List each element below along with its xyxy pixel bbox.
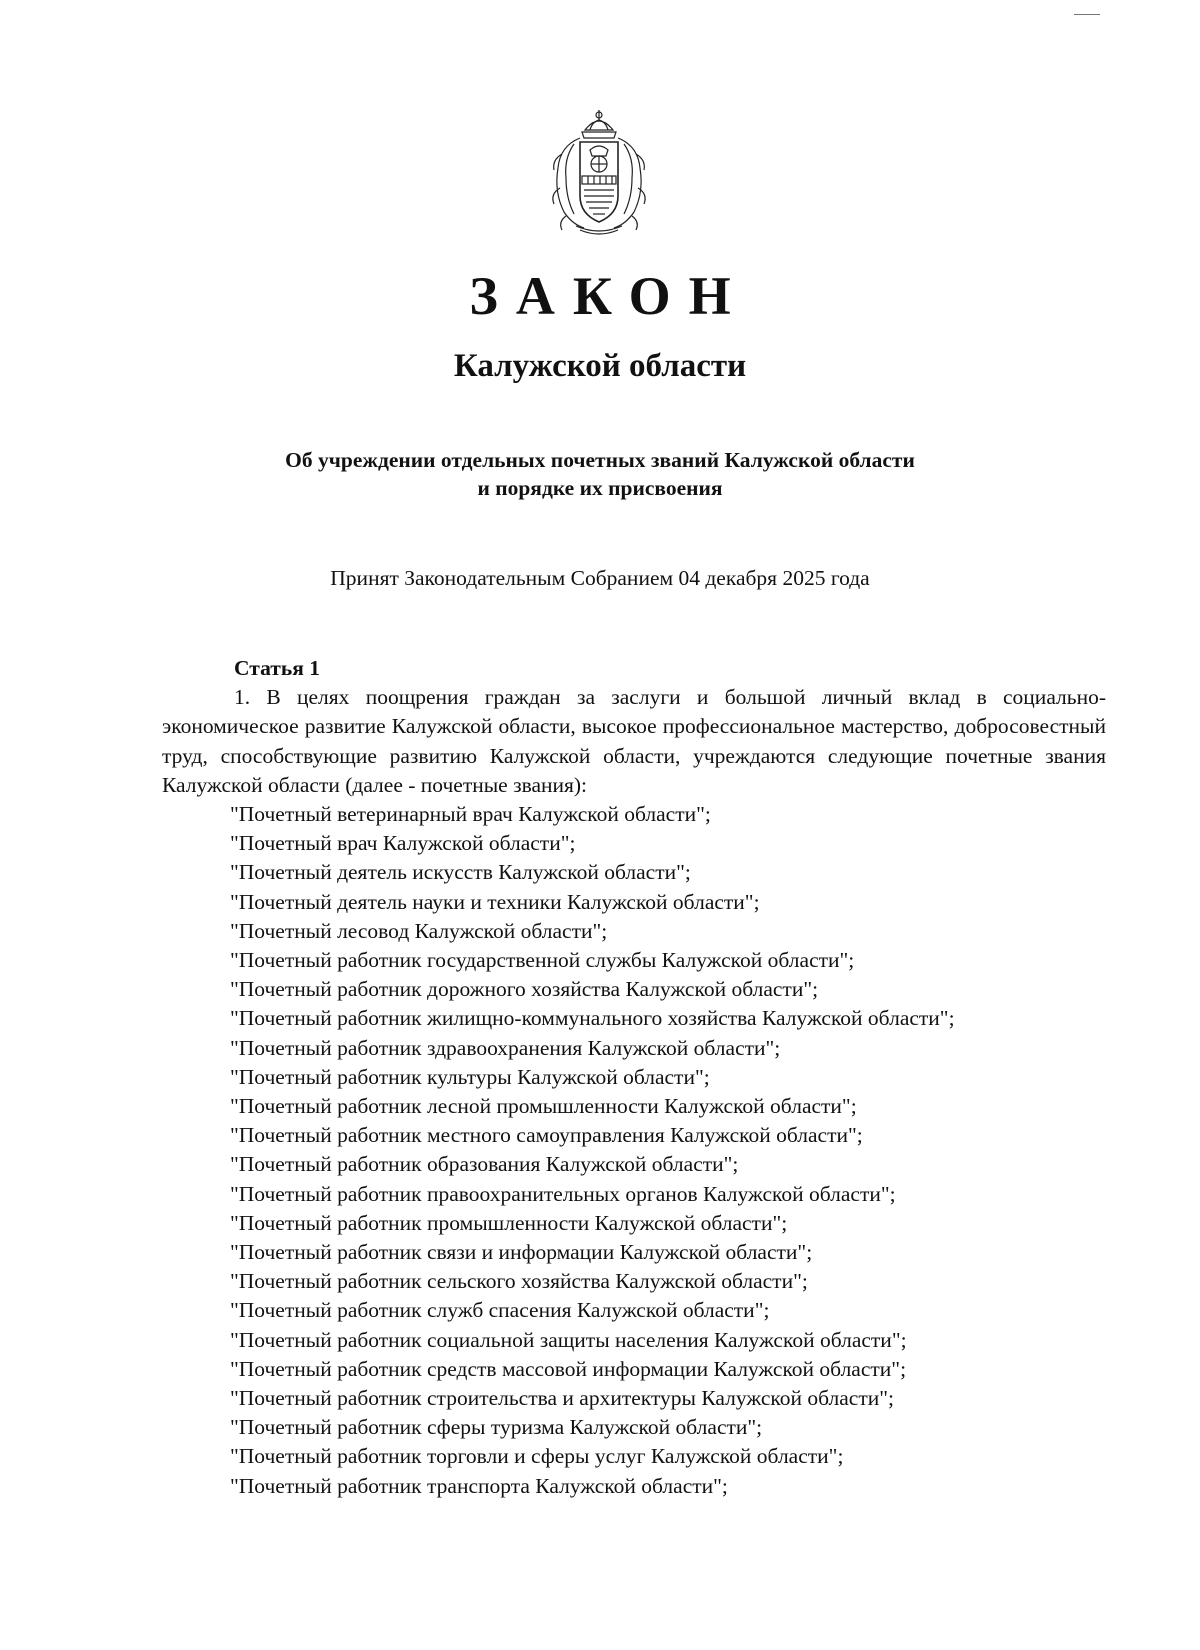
article-paragraph: 1. В целях поощрения граждан за заслуги и большой личный вклад в социально-экономическое развитие Калужской области, высокое профессиональное мастерство, добросовестный труд, способствующие развитию Калужской области, учреждаются следующие почетные звания Калужской области (далее - почетные звания):	[162, 685, 1106, 797]
list-item: "Почетный лесовод Калужской области";	[230, 918, 608, 943]
law-name-line-2: и порядке их присвоения	[477, 476, 723, 500]
list-item: "Почетный работник служб спасения Калужской области";	[230, 1298, 770, 1323]
list-item: "Почетный работник жилищно-коммунального хозяйства Калужской области";	[230, 1006, 955, 1031]
list-item: "Почетный работник культуры Калужской области";	[230, 1064, 710, 1089]
list-item: "Почетный работник правоохранительных органов Калужской области";	[230, 1181, 896, 1206]
list-item: "Почетный работник связи и информации Калужской области";	[230, 1240, 813, 1265]
list-item: "Почетный работник средств массовой информации Калужской области";	[230, 1356, 907, 1381]
list-item: "Почетный работник местного самоуправления Калужской области";	[230, 1123, 863, 1148]
list-item: "Почетный ветеринарный врач Калужской области";	[230, 802, 711, 827]
list-item: "Почетный работник сельского хозяйства Калужской области";	[230, 1269, 808, 1294]
article-heading: Статья 1	[234, 656, 320, 680]
list-item: "Почетный работник транспорта Калужской области";	[230, 1473, 728, 1498]
list-item: "Почетный работник дорожного хозяйства Калужской области";	[230, 977, 819, 1002]
list-item: "Почетный работник социальной защиты населения Калужской области";	[230, 1327, 907, 1352]
list-item: "Почетный деятель науки и техники Калужской области";	[230, 889, 760, 914]
list-item: "Почетный врач Калужской области";	[230, 831, 576, 856]
law-name	[0, 446, 1200, 502]
document-subtitle: Калужской области	[453, 348, 747, 384]
list-item: "Почетный работник строительства и архитектуры Калужской области";	[230, 1386, 894, 1411]
scan-artifact	[1074, 14, 1100, 15]
adoption-date: Принят Законодательным Собранием 04 декабря 2025 года	[330, 566, 870, 590]
list-item: "Почетный работник лесной промышленности Калужской области";	[230, 1094, 857, 1119]
list-item: "Почетный работник образования Калужской области";	[230, 1152, 739, 1177]
coat-of-arms-icon	[540, 108, 658, 236]
list-item: "Почетный работник сферы туризма Калужской области";	[230, 1415, 763, 1440]
document-title: ЗАКОН	[469, 266, 749, 326]
list-item: "Почетный работник здравоохранения Калужской области";	[230, 1035, 781, 1060]
list-item: "Почетный работник государственной службы Калужской области";	[230, 948, 855, 973]
article-body	[162, 654, 1106, 1501]
list-item: "Почетный работник промышленности Калужской области";	[230, 1210, 788, 1235]
list-item: "Почетный деятель искусств Калужской области";	[230, 860, 691, 885]
list-item: "Почетный работник торговли и сферы услуг Калужской области";	[230, 1444, 844, 1469]
law-name-line-1: Об учреждении отдельных почетных званий Калужской области	[285, 448, 915, 472]
honorary-titles-list	[162, 800, 1106, 1501]
